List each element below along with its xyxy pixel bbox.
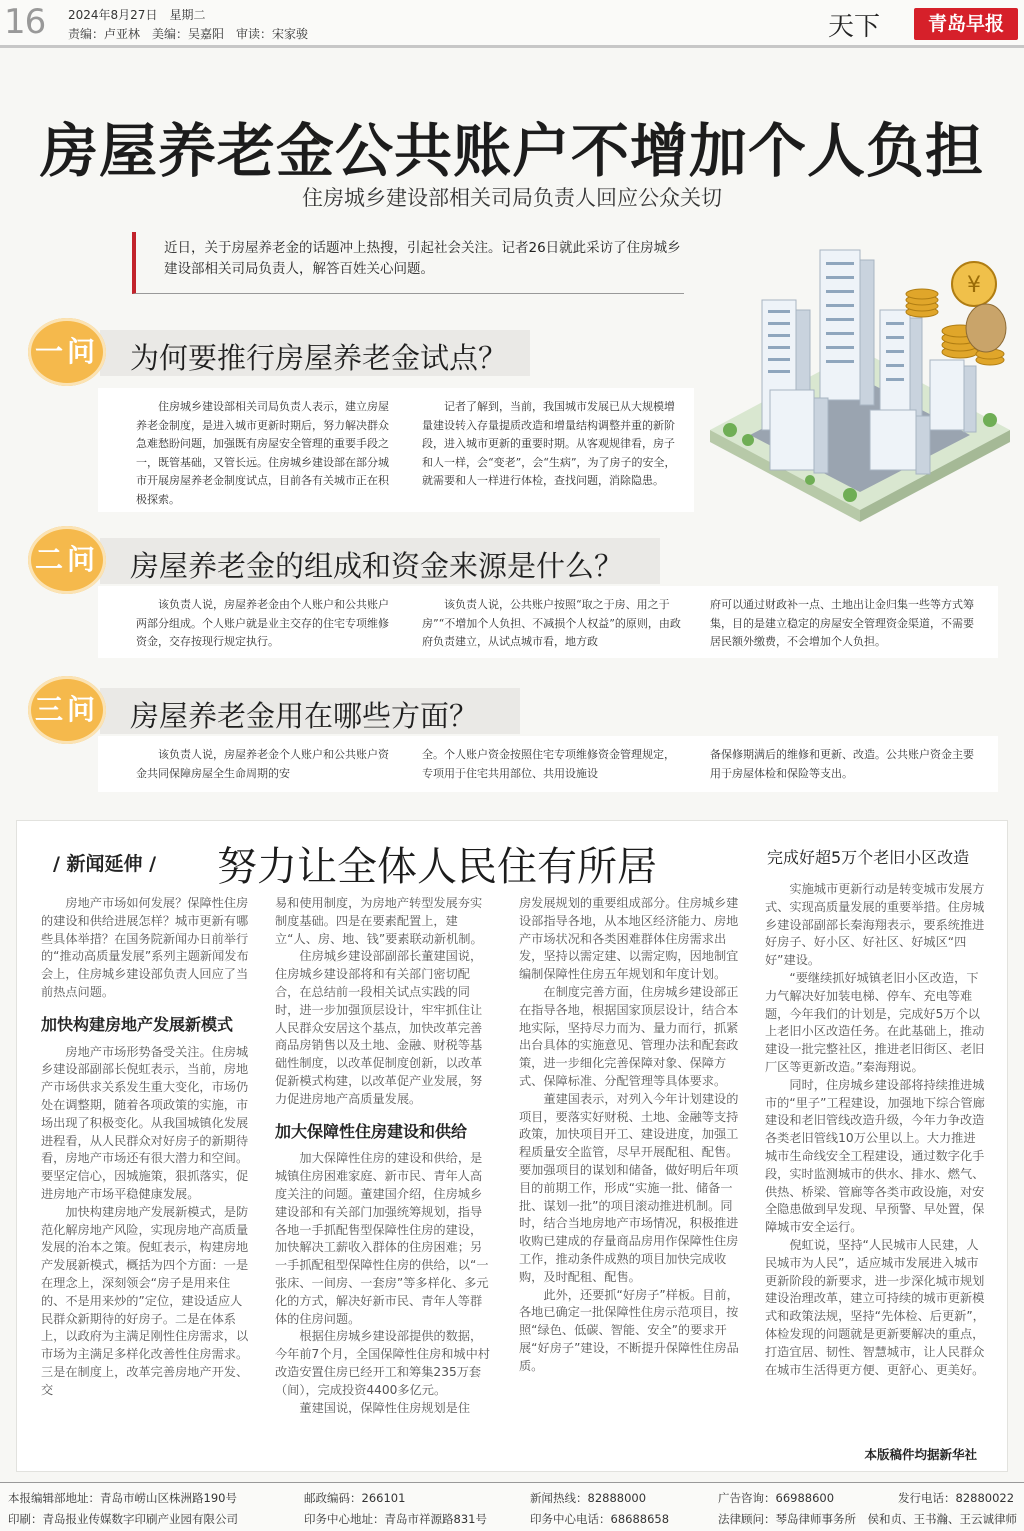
answer-2-col-2: 该负责人说，公共账户按照“取之于房、用之于房”“不增加个人负担、不减损个人权益”的原则，由政府负责建立，从试点城市看，地方政 (422, 598, 681, 648)
side-subtitle: 完成好超5万个老旧小区改造 (767, 848, 970, 867)
paragraph: “要继续抓好城镇老旧小区改造，下力气解决好加装电梯、停车、充电等难题，今年我们的计划是，完成好5万个以上老旧小区改造任务。在此基础上，推动建设一批完整社区，推进老旧街区、老旧厂区等更新改造。”秦海翔说。 (765, 970, 985, 1074)
footer-print-address: 印务中心地址：青岛市祥源路831号 (304, 1512, 487, 1526)
paragraph: 加快构建房地产发展新模式，是防范化解房地产风险，实现房地产高质量发展的治本之策。倪虹表示，构建房地产发展新模式，概括为四个方面：一是在理念上，深刻领会“房子是用来住的、不是用来炒的”定位，建设适应人民群众新期待的好房子。二是在体系上，以政府为主满足刚性住房需求，以市场为主满足多样化改善性住房需求。三是在制度上，改革完善房地产开发、交 (41, 1204, 249, 1397)
paragraph: 倪虹说，坚持“人民城市人民建，人民城市为人民”，适应城市发展进入城市更新阶段的新要求，进一步深化城市规划建设治理改革，建立可持续的城市更新模式和政策法规，坚持“先体检、后更新”，体检发现的问题就是更新要解决的重点，打造宜居、韧性、智慧城市，让人民群众在城市生活得更方便、更舒心、更美好。 (765, 1237, 985, 1377)
paragraph: 此外，还要抓“好房子”样板。目前，各地已确定一批保障性住房示范项目，按照“绿色、低碳、智能、安全”的要求开展“好房子”建设，不断提升保障性住房品质。 (519, 1287, 739, 1373)
paragraph: 房地产市场如何发展？保障性住房的建设和供给进展怎样？城市更新有哪些具体举措？在国务院新闻办日前举行的“推动高质量发展”系列主题新闻发布会上，住房城乡建设部负责人回应了当前热点问题。 (41, 896, 249, 999)
paragraph: 加大保障性住房的建设和供给，是城镇住房困难家庭、新市民、青年人高度关注的问题。董建国介绍，住房城乡建设部和有关部门加强统筹规划，指导各地一手抓配售型保障性住房的建设，加快解决工薪收入群体的住房困难；另一手抓配租型保障性住房的供给，以“一张床、一间房、一套房”等多样化、多元化的方式，解决好新市民、青年人等群体的住房问题。 (275, 1151, 489, 1326)
question-title: 房屋养老金用在哪些方面？ (130, 699, 479, 733)
headline: 房屋养老金公共账户不增加个人负担 (39, 117, 984, 185)
news-extension-box (16, 820, 1008, 1472)
page-header (0, 0, 1024, 48)
news-column-2 (275, 895, 493, 1417)
footer-postcode: 邮政编码：266101 (304, 1491, 406, 1505)
news-column-3 (519, 895, 739, 1376)
page-footer (0, 1482, 1024, 1531)
lead-paragraph: 近日，关于房屋养老金的话题冲上热搜，引起社会关注。记者26日就此采访了住房城乡建设部相关司局负责人，解答百姓关心问题。 (132, 232, 684, 294)
editors-line: 责编：卢亚林 美编：吴嘉阳 审读：宋家骏 (68, 27, 309, 41)
paragraph: 根据住房城乡建设部提供的数据，今年前7个月，全国保障性住房和城中村改造安置住房已经开工和筹集235万套（间），完成投资4400多亿元。 (275, 1329, 490, 1397)
question-3-header (0, 688, 540, 734)
paragraph: 董建国表示，对列入今年计划建设的项目，要落实好财税、土地、金融等支持政策，加快项目开工、建设进度，加强工程质量安全监管，尽早开展配租、配售。要加强项目的谋划和储备，做好明后年项目的前期工作，形成“实施一批、储备一批、谋划一批”的项目滚动推进机制。同时，结合当地房地产市场情况，积极推进收购已建成的存量商品房用作保障性住房工作，推动条件成熟的项目加快完成收购，及时配租、配售。 (519, 1091, 739, 1284)
question-badge: 三问 (28, 676, 106, 744)
answer-1-col-2: 记者了解到，当前，我国城市发展已从大规模增量建设转入存量提质改造和增量结构调整并重的新阶段，进入城市更新的重要时期。从客观规律看，房子和人一样，会“变老”，会“生病”，为了房子的安全，就需要和人一样进行体检，查找问题，消除隐患。 (422, 400, 676, 487)
footer-ad-contact: 广告咨询：66988600 (718, 1491, 835, 1505)
answer-2-box (98, 586, 998, 658)
paragraph: 房地产市场形势备受关注。住房城乡建设部副部长倪虹表示，当前，房地产市场供求关系发生重大变化，市场仍处在调整期，随着各项政策的实施，市场出现了积极变化。从我国城镇化发展进程看，从人民群众对好房子的新期待看，房地产市场还有很大潜力和空间。要坚定信心，因城施策，狠抓落实，促进房地产市场平稳健康发展。 (41, 1044, 249, 1201)
question-1-header (0, 330, 560, 376)
answer-1-box (98, 388, 694, 512)
section-heading: 加大保障性住房建设和供给 (275, 1121, 468, 1141)
section-name: 天下 (828, 12, 881, 42)
paragraph: 同时，住房城乡建设部将持续推进城市的“里子”工程建设，加强地下综合管廊建设和老旧管线改造升级，今年力争改造各类老旧管线10万公里以上。大力推进城市生命线安全工程建设，通过数字化手段，实时监测城市的供水、排水、燃气、供热、桥梁、管廊等各类市政设施，对安全隐患做到早发现、早预警、早处置，保障城市安全运行。 (765, 1077, 985, 1235)
svg-text:¥: ¥ (967, 273, 981, 298)
paragraph: 实施城市更新行动是转变城市发展方式、实现高质量发展的重要举措。住房城乡建设部副部长秦海翔表示，要系统推进好房子、好小区、好社区、好城区“四好”建设。 (765, 882, 985, 968)
footer-printer: 印刷：青岛报业传媒数字印刷产业园有限公司 (8, 1512, 238, 1526)
answer-1-col-1: 住房城乡建设部相关司局负责人表示，建立房屋养老金制度，是进入城市更新时期后，努力解决群众急难愁盼问题，加强既有房屋安全管理的重要手段之一，既管基础，又管长远。住房城乡建设部在部分城市开展房屋养老金制度试点，目前各有关城市正在积极探索。 (136, 400, 389, 506)
question-badge: 一问 (28, 318, 106, 386)
paragraph: 董建国说，保障性住房规划是住 (299, 1400, 471, 1415)
paragraph: 住房城乡建设部副部长董建国说，住房城乡建设部将和有关部门密切配合，在总结前一段相关试点实践的同时，进一步加强顶层设计，牢牢抓住让人民群众安居这个基点，加快改革完善商品房销售以及土地、金融、财税等基础性制度，以改革促制度创新，以改革促新模式构建，以改革促产业发展，努力促进房地产高质量发展。 (275, 949, 483, 1106)
answer-3-col-1: 该负责人说，房屋养老金个人账户和公共账户资金共同保障房屋全生命周期的安 (136, 748, 389, 780)
question-title: 为何要推行房屋养老金试点？ (130, 341, 508, 375)
city-coins-illustration (690, 240, 1024, 540)
page-number: 16 (4, 2, 46, 42)
section-heading: 加快构建房地产发展新模式 (41, 1014, 234, 1034)
answer-3-col-2: 全。个人账户资金按照住宅专项维修资金管理规定，专项用于住宅共用部位、共用设施设 (422, 748, 675, 780)
date-line: 2024年8月27日 星期二 (68, 8, 206, 22)
news-column-4 (765, 881, 985, 1379)
paragraph: 易和使用制度，为房地产转型发展夯实制度基础。四是在要素配置上，建立“人、房、地、钱”要素联动新机制。 (275, 896, 483, 946)
footer-print-phone: 印务中心电话：68688658 (530, 1512, 670, 1526)
news-column-1 (41, 895, 249, 1400)
question-title: 房屋养老金的组成和资金来源是什么？ (130, 549, 624, 583)
paragraph: 在制度完善方面，住房城乡建设部正在指导各地，根据国家顶层设计，结合本地实际，坚持尽力而为、量力而行，抓紧出台具体的实施意见、管理办法和配套政策，进一步细化完善保障对象、保障方式、保障标准、分配管理等具体要求。 (519, 984, 739, 1088)
footer-address: 本报编辑部地址：青岛市崂山区株洲路190号 (8, 1491, 237, 1505)
news-credit: 本版稿件均据新华社 (864, 1447, 977, 1462)
news-extension-title: 努力让全体人民住有所居 (217, 844, 657, 890)
answer-3-col-3: 备保修期满后的维修和更新、改造。公共账户资金主要用于房屋体检和保险等支出。 (710, 748, 974, 780)
news-extension-tag: / 新闻延伸 / (53, 853, 157, 875)
footer-news-hotline: 新闻热线：82888000 (530, 1491, 647, 1505)
answer-2-col-1: 该负责人说，房屋养老金由个人账户和公共账户两部分组成。个人账户就是业主交存的住宅专项维修资金，交存按现行规定执行。 (136, 598, 389, 648)
newspaper-logo: 青岛早报 (914, 8, 1018, 40)
answer-2-col-3: 府可以通过财政补一点、土地出让金归集一些等方式筹集，目的是建立稳定的房屋安全管理资金渠道，不需要居民额外缴费，不会增加个人负担。 (710, 598, 974, 648)
question-2-header (0, 538, 680, 584)
subheadline: 住房城乡建设部相关司局负责人回应公众关切 (302, 186, 722, 210)
paragraph: 房发展规划的重要组成部分。住房城乡建设部指导各地，从本地区经济能力、房地产市场状况和各类困难群体住房需求出发，坚持以需定建、以需定购，因地制宜编制保障性住房五年规划和年度计划。 (519, 896, 739, 982)
answer-3-box (98, 736, 998, 792)
footer-distribution: 发行电话：82880022 (898, 1491, 1015, 1505)
footer-legal-counsel: 法律顾问：琴岛律师事务所 侯和贞、王书瀚、王云诚律师 (718, 1512, 1017, 1526)
question-badge: 二问 (28, 526, 106, 594)
